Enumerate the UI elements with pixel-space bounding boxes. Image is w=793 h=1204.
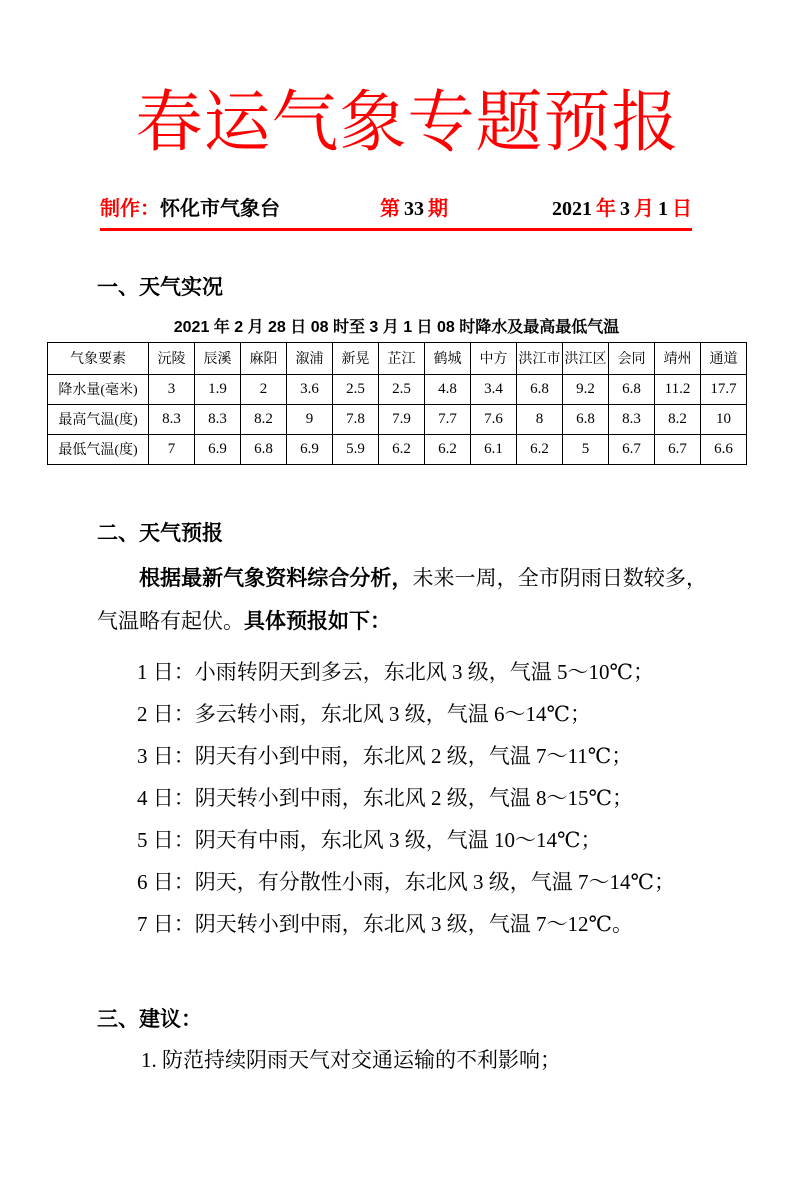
table-cell: 6.8 bbox=[563, 404, 609, 434]
table-cell: 6.9 bbox=[287, 434, 333, 464]
column-header: 芷江 bbox=[379, 342, 425, 374]
date-day: 1 bbox=[658, 197, 668, 220]
issue-date bbox=[548, 192, 692, 221]
table-cell: 5 bbox=[563, 434, 609, 464]
table-cell: 2.5 bbox=[333, 374, 379, 404]
date-day-unit: 日 bbox=[672, 197, 692, 220]
table-cell: 8.2 bbox=[241, 404, 287, 434]
column-header: 靖州 bbox=[655, 342, 701, 374]
date-year: 2021 bbox=[552, 197, 592, 220]
column-header: 新晃 bbox=[333, 342, 379, 374]
table-cell: 17.7 bbox=[701, 374, 747, 404]
table-cell: 9.2 bbox=[563, 374, 609, 404]
table-cell: 10 bbox=[701, 404, 747, 434]
forecast-day-7: 7 日：阴天转小到中雨，东北风 3 级，气温 7～12℃。 bbox=[137, 911, 633, 936]
column-header: 麻阳 bbox=[241, 342, 287, 374]
date-year-unit: 年 bbox=[596, 197, 616, 220]
document-title: 春运气象专题预报 bbox=[135, 86, 680, 160]
table-cell: 1.9 bbox=[195, 374, 241, 404]
column-header: 洪江市 bbox=[517, 342, 563, 374]
column-header: 通道 bbox=[701, 342, 747, 374]
table-cell: 7.7 bbox=[425, 404, 471, 434]
row-label: 最低气温(度) bbox=[48, 434, 149, 464]
table-cell: 2 bbox=[241, 374, 287, 404]
date-month: 3 bbox=[620, 197, 630, 220]
row-label: 降水量(毫米) bbox=[48, 374, 149, 404]
table-cell: 6.1 bbox=[471, 434, 517, 464]
column-header: 洪江区 bbox=[563, 342, 609, 374]
table-row-precipitation bbox=[48, 374, 747, 404]
table-cell: 11.2 bbox=[655, 374, 701, 404]
table-cell: 6.8 bbox=[517, 374, 563, 404]
table-cell: 8 bbox=[517, 404, 563, 434]
issue-number bbox=[380, 192, 448, 221]
forecast-intro bbox=[97, 557, 707, 643]
forecast-day-5: 5 日：阴天有中雨，东北风 3 级，气温 10～14℃； bbox=[137, 827, 602, 852]
column-header: 溆浦 bbox=[287, 342, 333, 374]
column-header: 沅陵 bbox=[149, 342, 195, 374]
producer bbox=[100, 192, 280, 221]
table-cell: 6.7 bbox=[609, 434, 655, 464]
table-header-row bbox=[48, 342, 747, 374]
column-header: 会同 bbox=[609, 342, 655, 374]
column-header: 辰溪 bbox=[195, 342, 241, 374]
header-byline bbox=[100, 192, 692, 221]
table-cell: 6.8 bbox=[609, 374, 655, 404]
producer-label: 制作： bbox=[100, 197, 160, 220]
issue-value: 33 bbox=[404, 197, 424, 220]
table-cell: 7.9 bbox=[379, 404, 425, 434]
forecast-day-4: 4 日：阴天转小到中雨，东北风 2 级，气温 8～15℃； bbox=[137, 785, 633, 810]
column-header: 鹤城 bbox=[425, 342, 471, 374]
forecast-day-3: 3 日：阴天有小到中雨，东北风 2 级，气温 7～11℃； bbox=[137, 743, 633, 768]
section3-heading: 三、建议： bbox=[97, 1007, 202, 1031]
intro-body: 未来一周，全市阴雨日数较多，气温略有起伏。 bbox=[97, 565, 707, 633]
column-header: 中方 bbox=[471, 342, 517, 374]
table-cell: 9 bbox=[287, 404, 333, 434]
forecast-day-2: 2 日：多云转小雨，东北风 3 级，气温 6～14℃； bbox=[137, 701, 591, 726]
issue-prefix: 第 bbox=[380, 197, 400, 220]
table-cell: 7.6 bbox=[471, 404, 517, 434]
forecast-day-1: 1 日：小雨转阴天到多云，东北风 3 级，气温 5～10℃； bbox=[137, 659, 654, 684]
intro-tail-bold: 具体预报如下： bbox=[244, 609, 391, 633]
table-cell: 6.2 bbox=[425, 434, 471, 464]
table-cell: 6.6 bbox=[701, 434, 747, 464]
table-cell: 8.3 bbox=[609, 404, 655, 434]
document-page bbox=[0, 82, 793, 1204]
table-cell: 4.8 bbox=[425, 374, 471, 404]
table-cell: 6.7 bbox=[655, 434, 701, 464]
intro-lead-bold: 根据最新气象资料综合分析， bbox=[139, 566, 413, 590]
suggestion-item-1: 1. 防范持续阴雨天气对交通运输的不利影响； bbox=[141, 1047, 561, 1072]
weather-table-title: 2021 年 2 月 28 日 08 时至 3 月 1 日 08 时降水及最高最低气温 bbox=[173, 318, 620, 336]
date-month-unit: 月 bbox=[634, 197, 654, 220]
table-cell: 6.8 bbox=[241, 434, 287, 464]
section2-heading: 二、天气预报 bbox=[97, 521, 223, 545]
table-cell: 7.8 bbox=[333, 404, 379, 434]
daily-forecast-list bbox=[97, 651, 700, 945]
table-cell: 8.3 bbox=[195, 404, 241, 434]
table-cell: 8.3 bbox=[149, 404, 195, 434]
table-cell: 2.5 bbox=[379, 374, 425, 404]
table-row-max-temp bbox=[48, 404, 747, 434]
section1-heading: 一、天气实况 bbox=[97, 275, 223, 299]
forecast-day-6: 6 日：阴天，有分散性小雨，东北风 3 级，气温 7～14℃； bbox=[137, 869, 675, 894]
column-header: 气象要素 bbox=[48, 342, 149, 374]
table-cell: 7 bbox=[149, 434, 195, 464]
table-cell: 8.2 bbox=[655, 404, 701, 434]
header-divider-rule bbox=[100, 228, 692, 231]
table-cell: 3.6 bbox=[287, 374, 333, 404]
issue-suffix: 期 bbox=[428, 197, 448, 220]
table-cell: 3 bbox=[149, 374, 195, 404]
producer-value: 怀化市气象台 bbox=[160, 197, 280, 220]
table-row-min-temp bbox=[48, 434, 747, 464]
table-cell: 6.2 bbox=[517, 434, 563, 464]
table-cell: 5.9 bbox=[333, 434, 379, 464]
table-cell: 6.2 bbox=[379, 434, 425, 464]
row-label: 最高气温(度) bbox=[48, 404, 149, 434]
table-cell: 3.4 bbox=[471, 374, 517, 404]
table-cell: 6.9 bbox=[195, 434, 241, 464]
weather-observation-table bbox=[47, 342, 747, 465]
